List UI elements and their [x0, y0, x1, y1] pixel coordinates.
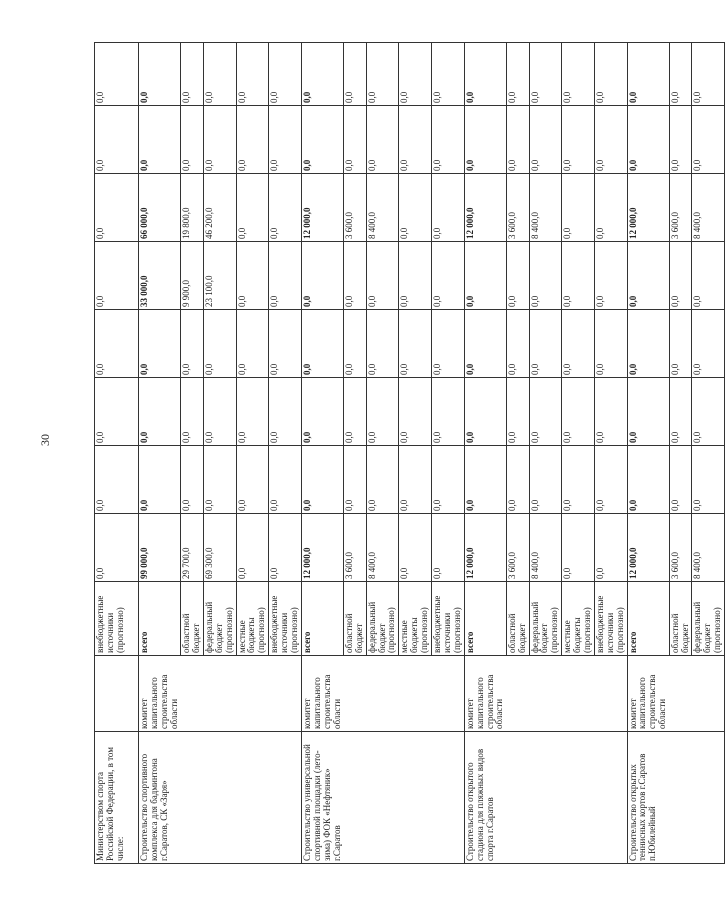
amount-cell: 0,0	[669, 43, 692, 106]
amount-cell: 69 300,0	[203, 514, 236, 582]
amount-cell: 0,0	[366, 446, 399, 514]
object-cell	[203, 732, 236, 864]
agency-cell: комитет капитального строительства области	[627, 656, 669, 732]
object-cell	[432, 732, 465, 864]
table-row	[529, 43, 562, 864]
object-cell: Министерством спорта Российской Федерации, в том числе:	[95, 732, 139, 864]
amount-cell: 0,0	[692, 106, 725, 174]
agency-cell	[562, 656, 595, 732]
funding-source-cell: внебюджетные источники (прогнозно)	[95, 582, 139, 656]
amount-cell: 0,0	[432, 446, 465, 514]
table-row	[506, 43, 529, 864]
agency-cell	[669, 656, 692, 732]
amount-cell: 0,0	[464, 242, 506, 310]
amount-cell: 0,0	[269, 514, 302, 582]
budget-table-body	[95, 43, 725, 864]
amount-cell: 0,0	[236, 174, 269, 242]
amount-cell: 0,0	[399, 106, 432, 174]
agency-cell	[692, 656, 725, 732]
object-cell	[343, 732, 366, 864]
amount-cell: 0,0	[366, 106, 399, 174]
amount-cell: 0,0	[432, 514, 465, 582]
amount-cell: 0,0	[432, 242, 465, 310]
amount-cell: 0,0	[366, 378, 399, 446]
amount-cell: 0,0	[562, 174, 595, 242]
amount-cell: 0,0	[464, 446, 506, 514]
amount-cell: 46 200,0	[203, 174, 236, 242]
table-row	[301, 43, 343, 864]
amount-cell: 0,0	[269, 43, 302, 106]
amount-cell: 0,0	[269, 378, 302, 446]
agency-cell	[181, 656, 204, 732]
amount-cell: 0,0	[181, 378, 204, 446]
agency-cell	[399, 656, 432, 732]
funding-source-cell: областной бюджет	[506, 582, 529, 656]
agency-cell	[95, 656, 139, 732]
funding-source-cell: местные бюджеты (прогнозно)	[562, 582, 595, 656]
amount-cell: 0,0	[562, 446, 595, 514]
agency-cell: комитет капитального строительства области	[464, 656, 506, 732]
page-number: 30	[38, 434, 52, 446]
amount-cell: 0,0	[269, 174, 302, 242]
amount-cell: 0,0	[399, 514, 432, 582]
amount-cell: 0,0	[399, 174, 432, 242]
amount-cell: 0,0	[506, 43, 529, 106]
amount-cell: 0,0	[399, 310, 432, 378]
amount-cell: 0,0	[301, 378, 343, 446]
agency-cell: комитет капитального строительства области	[301, 656, 343, 732]
funding-source-cell: всего	[139, 582, 181, 656]
amount-cell: 0,0	[269, 242, 302, 310]
amount-cell: 12 000,0	[464, 174, 506, 242]
amount-cell: 0,0	[506, 378, 529, 446]
amount-cell: 0,0	[594, 514, 627, 582]
amount-cell: 0,0	[464, 106, 506, 174]
amount-cell: 12 000,0	[464, 514, 506, 582]
object-cell: Строительство открытого стадиона для пляжных видов спорта г.Саратов	[464, 732, 506, 864]
amount-cell: 0,0	[669, 106, 692, 174]
amount-cell: 0,0	[562, 378, 595, 446]
amount-cell: 0,0	[627, 310, 669, 378]
table-row	[464, 43, 506, 864]
funding-source-cell: федеральный бюджет (прогнозно)	[529, 582, 562, 656]
funding-source-cell: внебюджетные источники (прогнозно)	[432, 582, 465, 656]
table-row	[692, 43, 725, 864]
amount-cell: 0,0	[562, 106, 595, 174]
budget-table-rotated	[94, 43, 723, 864]
amount-cell: 0,0	[669, 378, 692, 446]
amount-cell: 0,0	[594, 378, 627, 446]
amount-cell: 0,0	[181, 106, 204, 174]
amount-cell: 0,0	[236, 446, 269, 514]
table-row	[95, 43, 139, 864]
amount-cell: 0,0	[95, 378, 139, 446]
amount-cell: 23 100,0	[203, 242, 236, 310]
amount-cell: 0,0	[95, 242, 139, 310]
table-row	[562, 43, 595, 864]
amount-cell: 0,0	[236, 378, 269, 446]
amount-cell: 0,0	[95, 106, 139, 174]
table-row	[203, 43, 236, 864]
amount-cell: 12 000,0	[301, 514, 343, 582]
table-row	[343, 43, 366, 864]
amount-cell: 0,0	[343, 43, 366, 106]
agency-cell	[529, 656, 562, 732]
table-row	[594, 43, 627, 864]
amount-cell: 0,0	[627, 378, 669, 446]
object-cell: Строительство универсальной спортивной площадки (лето-зима) ФОК «Нефтяник» г.Саратов	[301, 732, 343, 864]
amount-cell: 0,0	[399, 242, 432, 310]
amount-cell: 0,0	[399, 446, 432, 514]
amount-cell: 8 400,0	[366, 514, 399, 582]
amount-cell: 0,0	[139, 106, 181, 174]
table-row	[627, 43, 669, 864]
agency-cell: комитет капитального строительства области	[139, 656, 181, 732]
amount-cell: 0,0	[139, 310, 181, 378]
agency-cell	[203, 656, 236, 732]
amount-cell: 0,0	[236, 310, 269, 378]
amount-cell: 0,0	[301, 43, 343, 106]
amount-cell: 8 400,0	[366, 174, 399, 242]
amount-cell: 0,0	[692, 378, 725, 446]
amount-cell: 0,0	[529, 446, 562, 514]
object-cell	[669, 732, 692, 864]
funding-source-cell: всего	[627, 582, 669, 656]
object-cell	[506, 732, 529, 864]
amount-cell: 0,0	[506, 310, 529, 378]
amount-cell: 0,0	[399, 378, 432, 446]
table-row	[236, 43, 269, 864]
amount-cell: 0,0	[594, 446, 627, 514]
amount-cell: 3 600,0	[669, 174, 692, 242]
amount-cell: 0,0	[203, 446, 236, 514]
amount-cell: 0,0	[95, 446, 139, 514]
object-cell: Строительство спортивного комплекса для бадминтона г.Саратов, СК «Заря»	[139, 732, 181, 864]
amount-cell: 0,0	[236, 242, 269, 310]
funding-source-cell: всего	[464, 582, 506, 656]
amount-cell: 0,0	[181, 446, 204, 514]
amount-cell: 0,0	[432, 174, 465, 242]
amount-cell: 0,0	[432, 106, 465, 174]
amount-cell: 0,0	[562, 310, 595, 378]
object-cell	[562, 732, 595, 864]
amount-cell: 0,0	[269, 106, 302, 174]
amount-cell: 0,0	[343, 378, 366, 446]
amount-cell: 0,0	[529, 242, 562, 310]
amount-cell: 0,0	[692, 43, 725, 106]
funding-source-cell: федеральный бюджет (прогнозно)	[366, 582, 399, 656]
amount-cell: 0,0	[594, 310, 627, 378]
agency-cell	[236, 656, 269, 732]
agency-cell	[269, 656, 302, 732]
amount-cell: 99 000,0	[139, 514, 181, 582]
amount-cell: 0,0	[432, 43, 465, 106]
amount-cell: 0,0	[366, 310, 399, 378]
table-row	[181, 43, 204, 864]
amount-cell: 0,0	[236, 43, 269, 106]
amount-cell: 3 600,0	[669, 514, 692, 582]
object-cell	[269, 732, 302, 864]
amount-cell: 0,0	[692, 242, 725, 310]
amount-cell: 0,0	[301, 446, 343, 514]
amount-cell: 0,0	[627, 446, 669, 514]
amount-cell: 0,0	[301, 106, 343, 174]
table-row	[669, 43, 692, 864]
amount-cell: 3 600,0	[343, 514, 366, 582]
amount-cell: 0,0	[529, 310, 562, 378]
amount-cell: 0,0	[692, 310, 725, 378]
amount-cell: 0,0	[692, 446, 725, 514]
amount-cell: 0,0	[366, 242, 399, 310]
amount-cell: 0,0	[343, 310, 366, 378]
object-cell: Строительство открытых теннисных кортов г.Саратов п.Юбилейный	[627, 732, 669, 864]
amount-cell: 0,0	[181, 43, 204, 106]
amount-cell: 8 400,0	[529, 174, 562, 242]
amount-cell: 0,0	[95, 514, 139, 582]
amount-cell: 0,0	[139, 378, 181, 446]
amount-cell: 0,0	[562, 43, 595, 106]
amount-cell: 0,0	[343, 446, 366, 514]
amount-cell: 3 600,0	[343, 174, 366, 242]
amount-cell: 0,0	[529, 378, 562, 446]
amount-cell: 0,0	[627, 242, 669, 310]
amount-cell: 0,0	[269, 446, 302, 514]
amount-cell: 0,0	[464, 43, 506, 106]
amount-cell: 0,0	[669, 310, 692, 378]
agency-cell	[506, 656, 529, 732]
amount-cell: 0,0	[529, 106, 562, 174]
amount-cell: 0,0	[506, 446, 529, 514]
object-cell	[399, 732, 432, 864]
amount-cell: 0,0	[594, 242, 627, 310]
table-row	[366, 43, 399, 864]
amount-cell: 8 400,0	[529, 514, 562, 582]
object-cell	[692, 732, 725, 864]
object-cell	[594, 732, 627, 864]
amount-cell: 0,0	[627, 43, 669, 106]
amount-cell: 3 600,0	[506, 514, 529, 582]
amount-cell: 0,0	[506, 242, 529, 310]
table-row	[139, 43, 181, 864]
amount-cell: 0,0	[343, 242, 366, 310]
amount-cell: 0,0	[627, 106, 669, 174]
amount-cell: 0,0	[669, 242, 692, 310]
amount-cell: 0,0	[432, 378, 465, 446]
object-cell	[181, 732, 204, 864]
amount-cell: 29 700,0	[181, 514, 204, 582]
agency-cell	[366, 656, 399, 732]
amount-cell: 12 000,0	[627, 174, 669, 242]
funding-source-cell: областной бюджет	[343, 582, 366, 656]
funding-source-cell: местные бюджеты (прогнозно)	[236, 582, 269, 656]
amount-cell: 0,0	[181, 310, 204, 378]
agency-cell	[432, 656, 465, 732]
amount-cell: 12 000,0	[301, 174, 343, 242]
amount-cell: 0,0	[301, 242, 343, 310]
amount-cell: 0,0	[203, 378, 236, 446]
amount-cell: 0,0	[594, 43, 627, 106]
agency-cell	[594, 656, 627, 732]
amount-cell: 0,0	[343, 106, 366, 174]
amount-cell: 0,0	[95, 174, 139, 242]
amount-cell: 0,0	[399, 43, 432, 106]
amount-cell: 0,0	[562, 242, 595, 310]
funding-source-cell: федеральный бюджет (прогнозно)	[203, 582, 236, 656]
amount-cell: 8 400,0	[692, 514, 725, 582]
table-row	[399, 43, 432, 864]
amount-cell: 66 000,0	[139, 174, 181, 242]
amount-cell: 0,0	[506, 106, 529, 174]
amount-cell: 0,0	[594, 106, 627, 174]
object-cell	[529, 732, 562, 864]
table-row	[432, 43, 465, 864]
amount-cell: 0,0	[301, 310, 343, 378]
amount-cell: 0,0	[269, 310, 302, 378]
amount-cell: 0,0	[562, 514, 595, 582]
funding-source-cell: внебюджетные источники (прогнозно)	[269, 582, 302, 656]
amount-cell: 0,0	[529, 43, 562, 106]
amount-cell: 19 800,0	[181, 174, 204, 242]
amount-cell: 0,0	[203, 43, 236, 106]
funding-source-cell: всего	[301, 582, 343, 656]
amount-cell: 0,0	[464, 378, 506, 446]
agency-cell	[343, 656, 366, 732]
amount-cell: 0,0	[669, 446, 692, 514]
amount-cell: 33 000,0	[139, 242, 181, 310]
funding-source-cell: внебюджетные источники (прогнозно)	[594, 582, 627, 656]
amount-cell: 0,0	[464, 310, 506, 378]
amount-cell: 0,0	[203, 310, 236, 378]
amount-cell: 12 000,0	[627, 514, 669, 582]
amount-cell: 0,0	[139, 43, 181, 106]
funding-source-cell: местные бюджеты (прогнозно)	[399, 582, 432, 656]
budget-table	[94, 42, 725, 864]
amount-cell: 0,0	[203, 106, 236, 174]
object-cell	[366, 732, 399, 864]
funding-source-cell: областной бюджет	[181, 582, 204, 656]
amount-cell: 3 600,0	[506, 174, 529, 242]
amount-cell: 8 400,0	[692, 174, 725, 242]
amount-cell: 0,0	[366, 43, 399, 106]
amount-cell: 0,0	[432, 310, 465, 378]
amount-cell: 0,0	[236, 106, 269, 174]
amount-cell: 0,0	[594, 174, 627, 242]
object-cell	[236, 732, 269, 864]
amount-cell: 0,0	[95, 310, 139, 378]
amount-cell: 0,0	[236, 514, 269, 582]
amount-cell: 0,0	[95, 43, 139, 106]
funding-source-cell: федеральный бюджет (прогнозно)	[692, 582, 725, 656]
amount-cell: 0,0	[139, 446, 181, 514]
funding-source-cell: областной бюджет	[669, 582, 692, 656]
amount-cell: 9 900,0	[181, 242, 204, 310]
table-row	[269, 43, 302, 864]
